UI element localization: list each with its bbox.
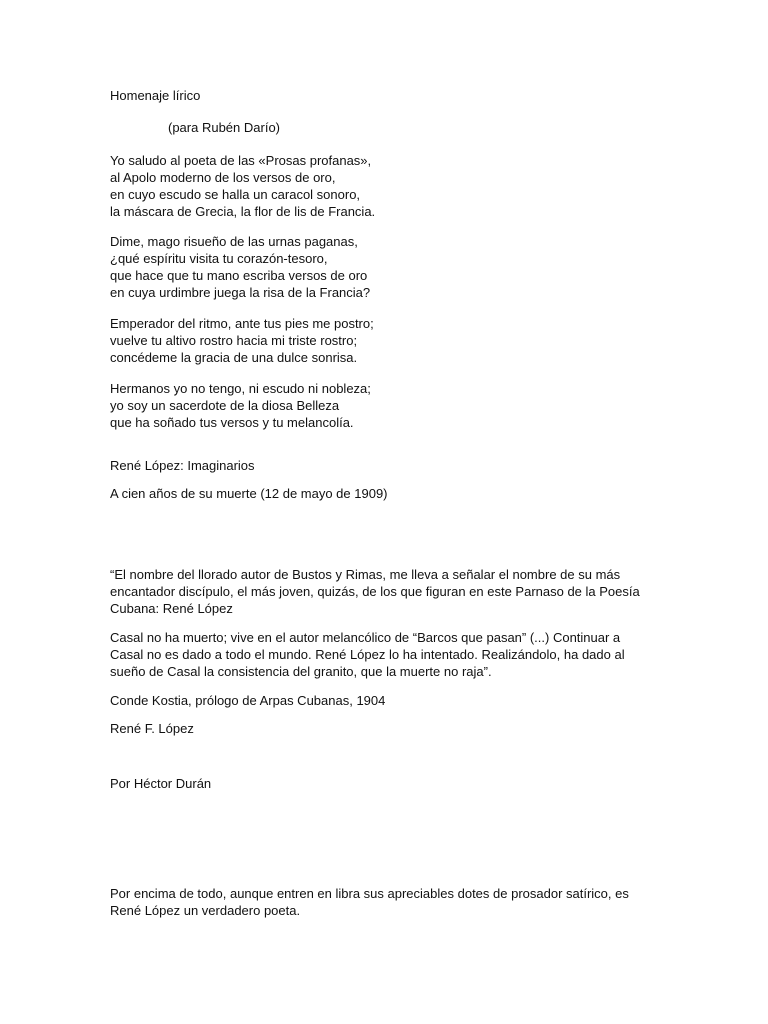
poem-line: la máscara de Grecia, la flor de lis de Francia. <box>110 204 376 219</box>
poem-stanza-3 <box>110 315 650 366</box>
article-subheading: A cien años de su muerte (12 de mayo de 1909) <box>110 486 388 501</box>
quote-attribution: Conde Kostia, prólogo de Arpas Cubanas, 1904 <box>110 693 386 708</box>
poem-line: Emperador del ritmo, ante tus pies me postro; <box>110 316 374 331</box>
poem-line: ¿qué espíritu visita tu corazón-tesoro, <box>110 251 328 266</box>
article-heading: René López: Imaginarios <box>110 458 255 473</box>
poem-line: que ha soñado tus versos y tu melancolía. <box>110 415 354 430</box>
quote-paragraph-1: “El nombre del llorado autor de Bustos y Rimas, me lleva a señalar el nombre de su más encantador discípulo, el más joven, quizás, de los que figuran en este Parnaso de la Poesía Cubana: René López <box>110 567 640 616</box>
poem-line: yo soy un sacerdote de la diosa Belleza <box>110 398 340 413</box>
poem-stanza-4 <box>110 380 650 431</box>
poem-line: en cuya urdimbre juega la risa de la Francia? <box>110 285 371 300</box>
quote-paragraph-2: Casal no ha muerto; vive en el autor melancólico de “Barcos que pasan” (...) Continuar a Casal no es dado a todo el mundo. René López lo ha intentado. Realizándolo, ha dado al sueño de Casal la consistencia del granito, que la muerte no raja”. <box>110 630 625 679</box>
poem-line: en cuyo escudo se halla un caracol sonoro, <box>110 187 361 202</box>
poem-line: concédeme la gracia de una dulce sonrisa. <box>110 350 358 365</box>
poem-line: vuelve tu altivo rostro hacia mi triste rostro; <box>110 333 358 348</box>
body-paragraph-1: Por encima de todo, aunque entren en libra sus apreciables dotes de prosador satírico, es René López un verdadero poeta. <box>110 886 629 918</box>
poem-line: Hermanos yo no tengo, ni escudo ni nobleza; <box>110 381 371 396</box>
poem-stanza-2 <box>110 233 650 301</box>
poem-line: al Apolo moderno de los versos de oro, <box>110 170 336 185</box>
article-subject: René F. López <box>110 721 194 736</box>
article-byline: Por Héctor Durán <box>110 776 212 791</box>
poem-line: que hace que tu mano escriba versos de oro <box>110 268 368 283</box>
poem-stanza-1 <box>110 152 650 220</box>
poem-line: Yo saludo al poeta de las «Prosas profanas», <box>110 153 372 168</box>
poem-title: Homenaje lírico <box>110 88 201 103</box>
poem-line: Dime, mago risueño de las urnas paganas, <box>110 234 358 249</box>
poem-dedication: (para Rubén Darío) <box>168 120 280 135</box>
